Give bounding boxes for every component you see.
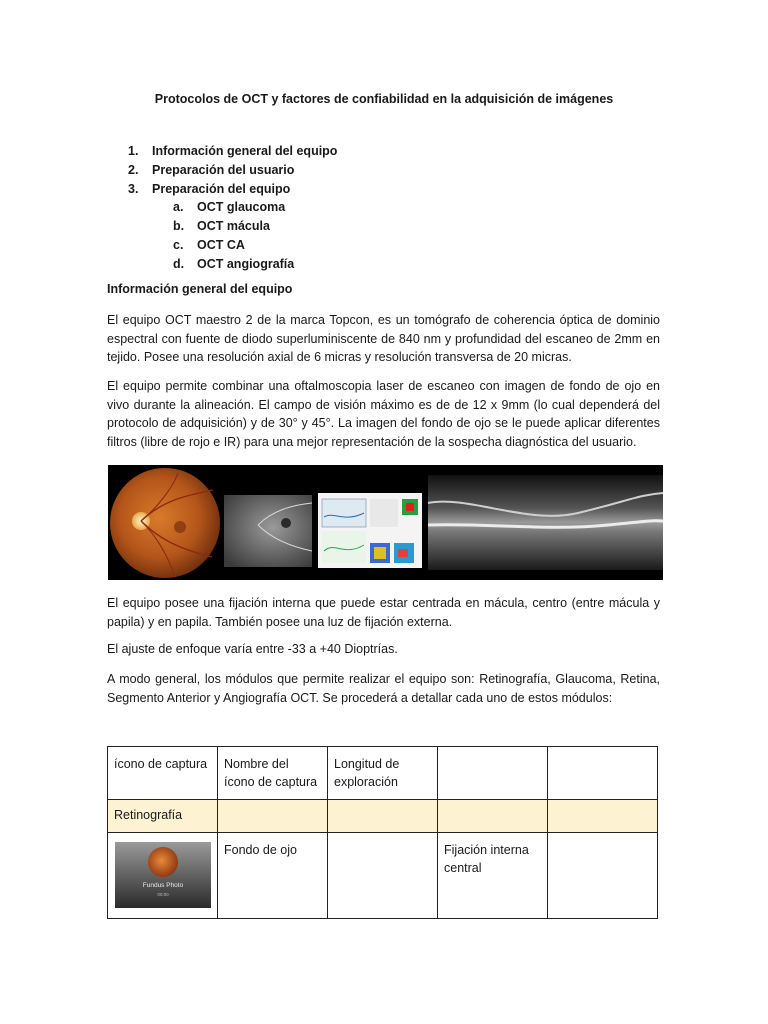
table-section-label: Retinografía (108, 800, 218, 833)
table-cell (438, 800, 548, 833)
table-cell (548, 800, 658, 833)
toc-subitem-label: OCT glaucoma (197, 200, 286, 215)
table-header-cell (548, 747, 658, 800)
table-cell (328, 800, 438, 833)
oct-bscan-image (428, 475, 663, 570)
table-cell (218, 800, 328, 833)
toc-item-label: Información general del equipo (152, 144, 338, 158)
toc-item-number: 2. (128, 162, 139, 177)
table-cell-capture-icon (108, 833, 218, 919)
table-cell-extra (548, 833, 658, 919)
toc-subitem-letter: b. (173, 219, 185, 234)
table-header-cell: Nombre del ícono de captura (218, 747, 328, 800)
table-cell-name: Fondo de ojo (218, 833, 328, 919)
table-header-cell (438, 747, 548, 800)
capture-icon-subtitle: 00:00 (157, 892, 169, 897)
table-header-cell: Longitud de exploración (328, 747, 438, 800)
fundus-photo-image (110, 468, 220, 578)
document-title: Protocolos de OCT y factores de confiabilidad en la adquisición de imágenes (154, 92, 614, 106)
capture-icon-title: Fundus Photo (142, 882, 184, 889)
table-cell-fixation: Fijación interna central (438, 833, 548, 919)
red-free-image (224, 495, 312, 567)
fundus-photo-capture-icon (115, 842, 211, 908)
toc-item-label: Preparación del usuario (152, 162, 295, 177)
section-heading: Información general del equipo (107, 282, 293, 296)
oct-report-image (318, 493, 422, 568)
toc-subitem-letter: d. (173, 256, 185, 271)
table-row (108, 833, 658, 919)
table-cell-length (328, 833, 438, 919)
paragraph-equipment: El equipo OCT maestro 2 de la marca Topcon, es un tomógrafo de coherencia óptica de dominio espectral con fuente de diodo superluminiscente de 840 nm y profundidad del escaneo de 2mm en tejido. Posee una resolución axial de 6 micras y resolución transversa de 20 micras. (107, 313, 660, 365)
paragraph-ophthalmoscopy: El equipo permite combinar una oftalmoscopia laser de escaneo con imagen de fondo de ojo en vivo durante la alineación. El campo de visión máximo es de de 12 x 9mm (lo cual dependerá del protocolo de adquisición) y de 30° y 45°. La imagen del fondo de ojo se le puede aplicar diferentes filtros (libre de rojo e IR) para una mejor representación de la sospecha diagnóstica del usuario. (107, 379, 660, 449)
paragraph-focus: El ajuste de enfoque varía entre -33 a +40 Dioptrías. (107, 642, 398, 656)
table-header-cell: ícono de captura (108, 747, 218, 800)
toc-item-number: 1. (128, 144, 139, 158)
toc-subitem-label: OCT angiografía (197, 256, 295, 271)
toc-subitem-label: OCT mácula (197, 219, 270, 234)
modules-table (107, 746, 658, 919)
toc-item-number: 3. (128, 181, 139, 196)
paragraph-fixation: El equipo posee una fijación interna que puede estar centrada en mácula, centro (entre mácula y papila) y en papila. También posee una luz de fijación externa. (107, 596, 660, 629)
toc-subitem-label: OCT CA (197, 237, 245, 252)
table-header-row (108, 747, 658, 800)
table-section-row (108, 800, 658, 833)
toc-subitem-letter: a. (173, 200, 184, 215)
toc-item-label: Preparación del equipo (152, 181, 291, 196)
paragraph-modules: A modo general, los módulos que permite realizar el equipo son: Retinografía, Glaucoma, Retina, Segmento Anterior y Angiografía OCT. Se procederá a detallar cada uno de estos módulos: (107, 672, 660, 705)
toc-subitem-letter: c. (173, 237, 184, 252)
oct-images-strip (108, 465, 663, 580)
